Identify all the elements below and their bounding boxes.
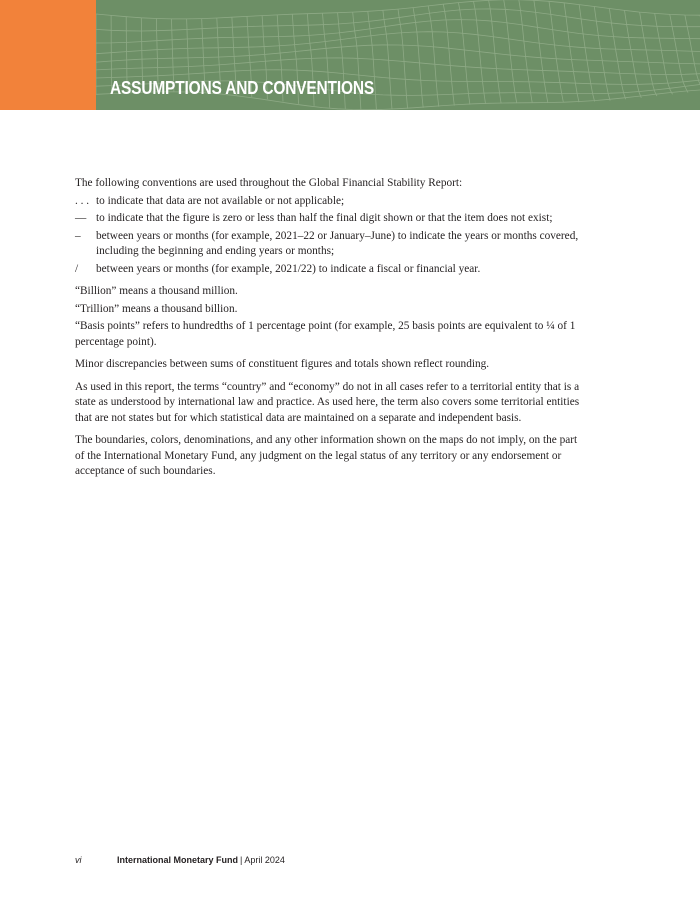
basis-points-definition: “Basis points” refers to hundredths of 1 percentage point (for example, 25 basis points are equivalent to ¼ of 1 percentage point). [75,320,576,348]
convention-symbol: . . . [75,194,90,207]
convention-item [75,229,587,260]
convention-text: between years or months (for example, 2021–22 or January–June) to indicate the years or months covered, including the beginning and ending years or months; [96,229,579,257]
convention-item [75,211,587,227]
mesh-column-line [579,5,594,102]
page-footer [75,855,285,865]
convention-text: to indicate that the figure is zero or less than half the final digit shown or that the item does not exist; [96,212,553,224]
mesh-column-line [670,14,688,92]
convention-symbol: / [75,262,79,275]
country-paragraph: As used in this report, the terms “country” and “economy” do not in all cases refer to a territorial entity that is a state as understood by international law and practice. As used here, the term also covers some territorial entities that are not states but for which statistical data are maintained on a separate and independent basis. [75,380,580,424]
document-body [75,176,587,487]
mesh-column-line [594,7,610,101]
conventions-list [75,194,587,278]
boundaries-paragraph: The boundaries, colors, denominations, and any other information shown on the maps do not imply, on the part of the International Monetary Fund, any judgment on the legal status of any territory or any endorsement or acceptance of such boundaries. [75,434,578,477]
trillion-definition: “Trillion” means a thousand billion. [75,302,238,315]
footer-date: April 2024 [244,855,285,865]
mesh-row-line [96,32,700,54]
mesh-column-line [504,0,517,103]
convention-symbol: — [75,212,87,224]
convention-item [75,194,587,210]
mesh-column-line [655,13,673,94]
convention-text: to indicate that data are not available or not applicable; [96,194,345,207]
mesh-column-line [534,0,548,102]
header-banner [0,0,700,110]
mesh-column-line [489,0,502,103]
rounding-paragraph: Minor discrepancies between sums of constituent figures and totals shown reflect rounding. [75,358,490,370]
mesh-column-line [519,0,532,103]
mesh-column-line [549,1,563,102]
convention-text: between years or months (for example, 2021/22) to indicate a fiscal or financial year. [96,262,481,275]
intro-paragraph: The following conventions are used throughout the Global Financial Stability Report: [75,177,463,189]
mesh-column-line [609,9,625,100]
footer-publisher: International Monetary Fund [117,855,239,865]
footer-separator: | [240,855,243,865]
page-number: vi [75,855,82,865]
convention-item [75,262,587,278]
mesh-column-line [458,3,470,105]
mesh-row-line [96,58,700,75]
convention-symbol: – [75,229,81,242]
page-title: ASSUMPTIONS AND CONVENTIONS [110,78,374,98]
header-orange-block [0,0,96,110]
billion-definition: “Billion” means a thousand million. [75,285,238,297]
